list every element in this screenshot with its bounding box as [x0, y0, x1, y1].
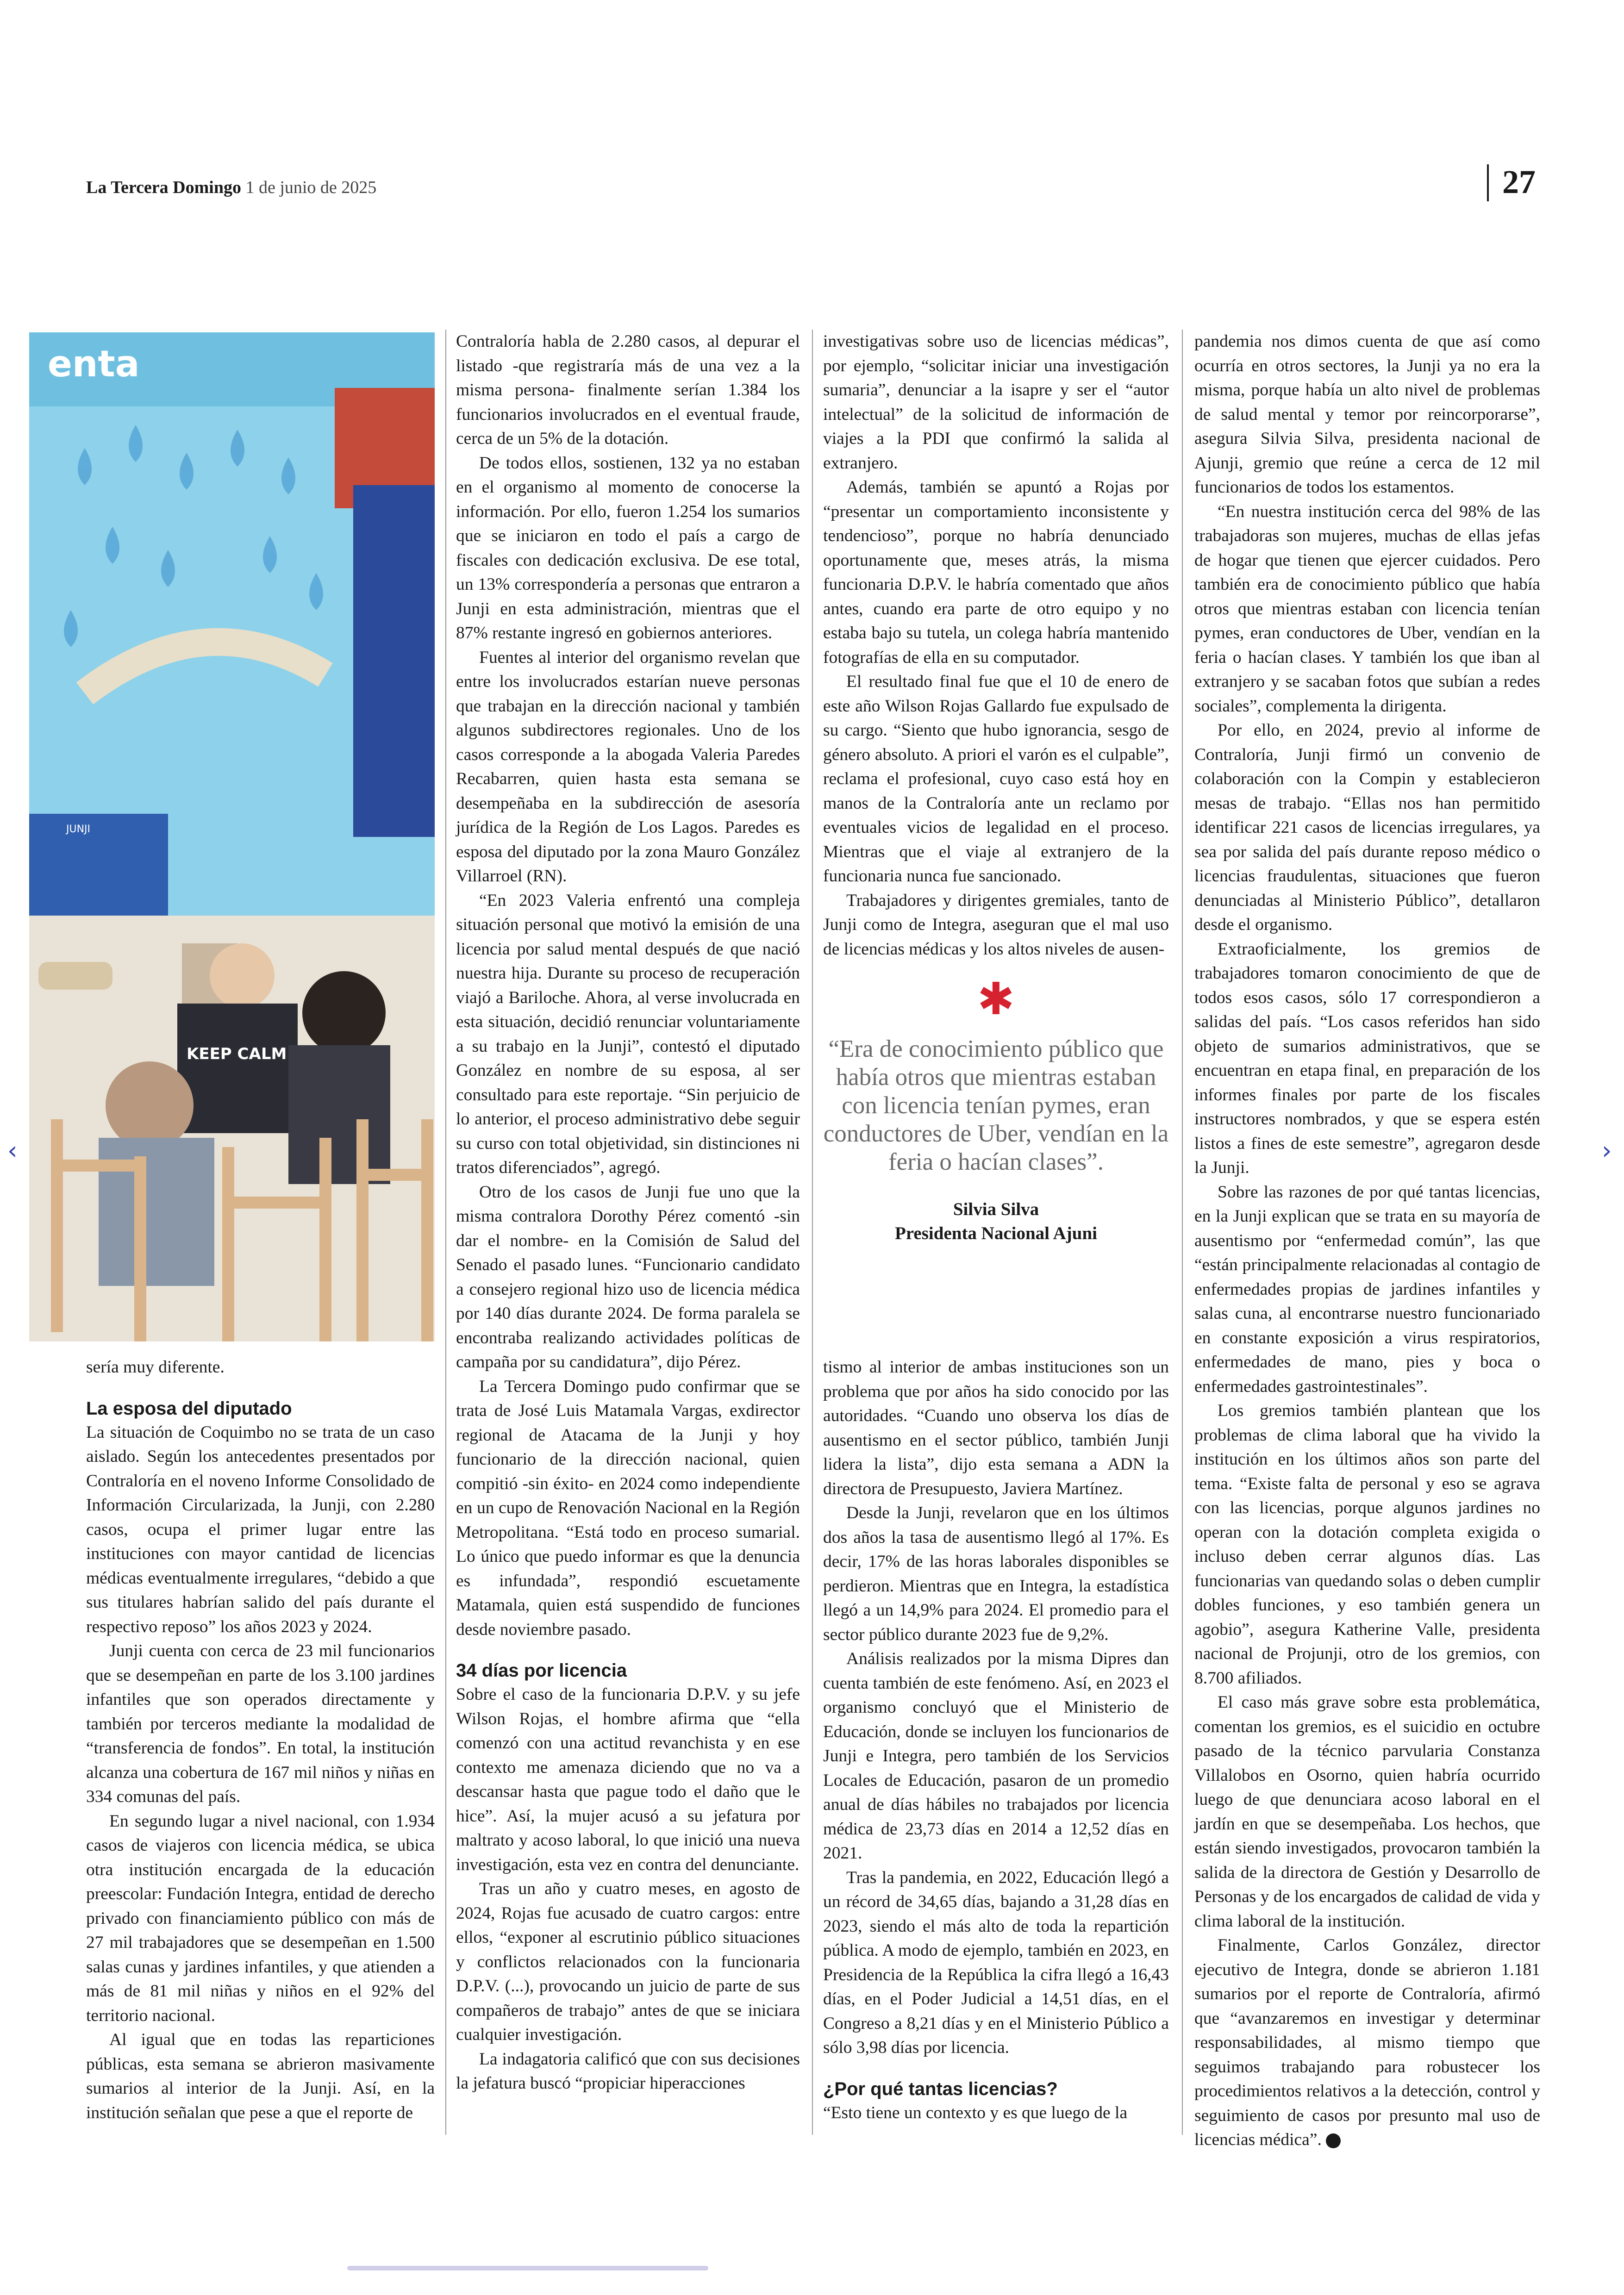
end-mark-icon: ◘: [1326, 2133, 1341, 2148]
article-photo: [29, 332, 435, 1341]
classroom-photo: [29, 332, 435, 1341]
section-heading: La esposa del diputado: [86, 1398, 292, 1419]
column-divider: [1182, 330, 1183, 2135]
section-heading: 34 días por licencia: [456, 1660, 627, 1681]
paragraph: El resultado final fue que el 10 de enero de este año Wilson Rojas Gallardo fue expulsado de su cargo. “Siento que hubo ignorancia, sesgo de género absoluto. A priori el varón es el culpable”, reclama el profesional, cuyo caso está hoy en manos de la Contraloría ante un reclamo por eventuales vicios de legalidad en el proceso. Mientras que el viaje al extranjero de la funcionaria nunca fue sancionado.: [823, 672, 1169, 886]
wall-sign: enta: [48, 343, 140, 385]
header-divider: [1487, 164, 1489, 201]
asterisk-icon: ✱: [977, 973, 1015, 1025]
paragraph: sería muy diferente.: [86, 1358, 225, 1377]
article-column-3-top: [823, 330, 1169, 961]
paragraph: Extraoficialmente, los gremios de trabajadores tomaron conocimiento de que de todos esos casos, sólo 17 correspondieron a salidas del país. “Los casos referidos han sido objeto de sumarios administrativos, que se encuentran en etapa final, en preparación de los informes finales por parte de los fiscales instructores nombrados, y que se espera estén listos a fines de este semestre”, agregaron desde la Junji.: [1194, 939, 1540, 1177]
issue-date: 1 de junio de 2025: [245, 178, 377, 197]
pull-quote-text: “Era de conocimiento público que había otros que mientras estaban con licencia tenían pymes, eran conductores de Uber, vendían en la feria o hacían clases”.: [823, 1035, 1169, 1175]
paragraph: En segundo lugar a nivel nacional, con 1.934 casos de viajeros con licencia médica, se ubica otra institución encargada de la educación preescolar: Fundación Integra, entidad de derecho privado con financiamiento público con más de 27 mil trabajadores que se desempeñan en 1.500 salas cunas y jardines infantiles, y que atienden a más de 81 mil niñas y niños en el 92% del territorio nacional.: [86, 1811, 435, 2025]
article-column-4: [1194, 330, 1540, 2152]
pull-quote-role: Presidenta Nacional Ajuni: [895, 1223, 1097, 1243]
tshirt-text: KEEP CALM: [187, 1045, 287, 1063]
paragraph: Los gremios también plantean que los problemas de clima laboral que ha vivido la institución en los últimos años son parte del tema. “Existe falta de personal y eso se agrava con las licencias, porque algunos jardines no operan con la dotación completa exigida o incluso deben cerrar algunos días. Las funcionarias van quedando solas o deben cumplir dobles funciones, y eso también genera un agobio”, asegura Katherine Valle, presidenta nacional de Projunji, otro de los gremios, con 8.700 afiliados.: [1194, 1401, 1540, 1688]
pull-quote-name: Silvia Silva: [953, 1199, 1039, 1219]
paragraph: La situación de Coquimbo no se trata de un caso aislado. Según los antecedentes presentados por Contraloría en el noveno Informe Consolidado de Información Circularizada, la Junji, con 2.280 casos, ocupa el primer lugar entre las instituciones con mayor cantidad de licencias médicas eventualmente irregulares, “debido a que sus titulares habrían salido del país durante el respectivo reposo” los años 2023 y 2024.: [86, 1422, 435, 1636]
paragraph: “En nuestra institución cerca del 98% de las trabajadoras son mujeres, muchas de ellas jefas de hogar que tienen que ejercer cuidados. Pero también era de conocimiento público que había otros que mientras estaban con licencia tenían pymes, eran conductores de Uber, vendían en la feria o hacían clases. Y también los que iban al extranjero y se sacaban fotos que subían a redes sociales”, complementa la dirigenta.: [1194, 502, 1540, 716]
paragraph: Sobre el caso de la funcionaria D.P.V. y su jefe Wilson Rojas, el hombre afirma que “ella comenzó con una actitud revanchista y en ese contexto me amenaza diciendo que no va a descansar hasta que pague todo el daño que le hice”. Así, la mujer acusó a su jefatura por maltrato y acoso laboral, lo que inició una nueva investigación, esta vez en contra del denunciante.: [456, 1685, 800, 1874]
paragraph: Otro de los casos de Junji fue uno que la misma contralora Dorothy Pérez comentó -sin dar el nombre- en la Comisión de Salud del Senado el pasado lunes. “Funcionario candidato a consejero regional hizo uso de licencia médica por 140 días durante 2024. De forma paralela se encontraba realizando actividades políticas de campaña por su candidatura”, dijo Pérez.: [456, 1182, 800, 1372]
column-divider: [812, 330, 813, 2135]
paragraph: Junji cuenta con cerca de 23 mil funcionarios que se desempeñan en parte de los 3.100 jardines infantiles que son operados directamente y también por terceros mediante la modalidad de “transferencia de fondos”. En total, la institución alcanza una cobertura de 167 mil niños y niñas en 334 comunas del país.: [86, 1641, 435, 1806]
section-heading: ¿Por qué tantas licencias?: [823, 2078, 1058, 2099]
page-number: 27: [1502, 163, 1536, 200]
horizontal-scrollbar[interactable]: [347, 2266, 708, 2270]
paragraph: Además, también se apuntó a Rojas por “presentar un comportamiento inconsistente y tendencioso”, porque no habría denunciado oportunamente que, meses atrás, la misma funcionaria D.P.V. le habría comentado que años antes, cuando era parte de otro equipo y no estaba bajo su tutela, un colega habría mantenido fotografías de ella en su computador.: [823, 478, 1169, 667]
page-header: [86, 177, 376, 198]
paragraph: El caso más grave sobre esta problemática, comentan los gremios, es el suicidio en octubre pasado de la técnico parvularia Constanza Villalobos en Osorno, quien habría ocurrido luego de que denunciara acoso laboral en el jardín en que se desempeñaba. Los hechos, que están siendo investigados, provocaron también la salida de la directora de Gestión y Desarrollo de Personas y de los encargados de calidad de vida y clima laboral de la institución.: [1194, 1693, 1540, 1931]
apron-text: JUNJI: [66, 823, 91, 835]
paragraph: Tras la pandemia, en 2022, Educación llegó a un récord de 34,65 días, bajando a 31,28 días en 2023, siendo el más alto de toda la repartición pública. A modo de ejemplo, también en 2023, en Presidencia de la República la cifra llegó a 16,43 días, en el Poder Judicial a 14,51 días, en el Congreso a 8,21 días y en el Ministerio Público a sólo 3,98 días por licencia.: [823, 1868, 1169, 2057]
paragraph-text: Finalmente, Carlos González, director ejecutivo de Integra, donde se abrieron 1.181 sumarios por el reporte de Contraloría, afirmó que “avanzaremos en investigar y determinar responsabilidades, al mismo tiempo que seguimos trabajando para robustecer los procedimientos relativos a la detección, control y seguimiento de casos por presunto mal uso de licencias médica”.: [1194, 1936, 1540, 2149]
paragraph: Al igual que en todas las reparticiones públicas, esta semana se abrieron masivamente sumarios al interior de la Junji. Así, en la institución señalan que pese a que el reporte de: [86, 2030, 435, 2122]
paragraph: Sobre las razones de por qué tantas licencias, en la Junji explican que se trata en su mayoría de ausentismo por “enfermedad común”, las que “están principalmente relacionadas al contagio de enfermedades propias de jardines infantiles y salas cuna, al encontrarse nuestro funcionariado en constante exposición a virus respiratorios, enfermedades de mano, pies y boca o enfermedades gastrointestinales”.: [1194, 1182, 1540, 1396]
previous-page-button[interactable]: ‹: [7, 1136, 18, 1165]
paragraph: [1194, 1933, 1540, 2152]
paragraph: Análisis realizados por la misma Dipres dan cuenta también de este fenómeno. Así, en 2023 el organismo concluyó que el Ministerio de Educación, donde se incluyen los funcionarios de Junji e Integra, pero también de los Servicios Locales de Educación, pasaron de un promedio anual de días hábiles no trabajados por licencia médica de 23,73 días en 2014 a 12,52 días en 2021.: [823, 1649, 1169, 1863]
pull-quote: [823, 973, 1169, 1246]
paragraph: “Esto tiene un contexto y es que luego de la: [823, 2103, 1128, 2122]
paragraph: La Tercera Domingo pudo confirmar que se trata de José Luis Matamala Vargas, exdirector regional de Atacama de la Junji y hoy funcionario de la dirección nacional, quien compitió -sin éxito- en 2024 como independiente en un cupo de Renovación Nacional en la Región Metropolitana. “Está todo en proceso sumarial. Lo único que puedo informar es que la denuncia es infundada”, respondió escuetamente Matamala, quien está suspendido de funciones desde noviembre pasado.: [456, 1377, 800, 1639]
paragraph: Fuentes al interior del organismo revelan que entre los involucrados estarían nueve personas que trabajan en la dirección nacional y también algunos subdirectores regionales. Uno de los casos corresponde a la abogada Valeria Paredes Recabarren, quien hasta esta semana se desempeñaba en la subdirección de asesoría jurídica de la Región de Los Lagos. Paredes es esposa del diputado por la zona Mauro González Villarroel (RN).: [456, 648, 800, 886]
article-column-1: [86, 1355, 435, 2125]
paragraph: Por ello, en 2024, previo al informe de Contraloría, Junji firmó un convenio de colaboración con la Compin y establecieron mesas de trabajo. “Ellas nos han permitido identificar 221 casos de licencias irregulares, ya sea por salida del país durante reposo médico o licencias fraudulentas, situaciones que fueron denunciadas al Ministerio Público”, detallaron desde el organismo.: [1194, 721, 1540, 934]
paragraph: Trabajadores y dirigentes gremiales, tanto de Junji como de Integra, aseguran que el mal uso de licencias médicas y los altos niveles de ausen-: [823, 891, 1169, 959]
paragraph: La indagatoria calificó que con sus decisiones la jefatura buscó “propiciar hiperacciones: [456, 2049, 800, 2093]
publication-name: La Tercera Domingo: [86, 178, 241, 197]
paragraph: Tras un año y cuatro meses, en agosto de 2024, Rojas fue acusado de cuatro cargos: entre ellos, “exponer al escrutinio público situaciones y conflictos relacionados con la funcionaria D.P.V. (...), provocando un juicio de parte de sus compañeros de trabajo” antes de que se iniciara cualquier investigación.: [456, 1879, 800, 2044]
article-column-2: [456, 330, 800, 2096]
next-page-button[interactable]: ›: [1602, 1136, 1612, 1165]
paragraph: pandemia nos dimos cuenta de que así como ocurría en otros sectores, la Junji ya no era la misma, porque había un alto nivel de problemas de salud mental y temor por reincorporarse”, asegura Silvia Silva, presidenta nacional de Ajunji, gremio que reúne a cerca de 12 mil funcionarios de todos los estamentos.: [1194, 332, 1540, 497]
paragraph: Desde la Junji, revelaron que en los últimos dos años la tasa de ausentismo llegó al 17%. Es decir, 17% de las horas laborales disponibles se perdieron. Mientras que en Integra, la estadística llegó a un 14,9% para 2024. El promedio para el sector público durante 2023 fue de 9,2%.: [823, 1503, 1169, 1644]
article-column-3-bottom: [823, 1355, 1169, 2125]
paragraph: De todos ellos, sostienen, 132 ya no estaban en el organismo al momento de conocerse la información. Por ello, fueron 1.254 los sumarios que se iniciaron en todo el país a cargo de fiscales con dedicación exclusiva. De ese total, un 13% correspondería a personas que entraron a Junji en esta administración, mientras que el 87% restante ingresó en gobiernos anteriores.: [456, 453, 800, 642]
paragraph: tismo al interior de ambas instituciones son un problema que por años ha sido conocido por las autoridades. “Cuando uno observa los días de ausentismo en el sector público, también Junji lidera la lista”, dijo esta semana a ADN la directora de Presupuesto, Javiera Martínez.: [823, 1358, 1169, 1498]
paragraph: “En 2023 Valeria enfrentó una compleja situación personal que motivó la emisión de una licencia por salud mental después de que nació nuestra hija. Durante su proceso de recuperación viajó a Bariloche. Ahora, al verse involucrada en esta situación, decidió renunciar voluntariamente a su trabajo en la Junji”, contestó el diputado González en nombre de su esposa, al ser consultado para este reportaje. “Sin perjuicio de lo anterior, el proceso administrativo debe seguir su curso con total objetividad, sin distinciones ni tratos diferenciados”, agregó.: [456, 891, 800, 1177]
column-divider: [445, 330, 446, 2135]
paragraph: Contraloría habla de 2.280 casos, al depurar el listado -que registraría más de una vez a la misma persona- finalmente serían 1.384 los funcionarios involucrados en el eventual fraude, cerca de un 5% de la dotación.: [456, 332, 800, 448]
paragraph: investigativas sobre uso de licencias médicas”, por ejemplo, “solicitar iniciar una investigación sumaria”, denunciar a la isapre y ser el “autor intelectual” de la solicitud de información de viajes a la PDI que confirmó la salida al extranjero.: [823, 332, 1169, 473]
